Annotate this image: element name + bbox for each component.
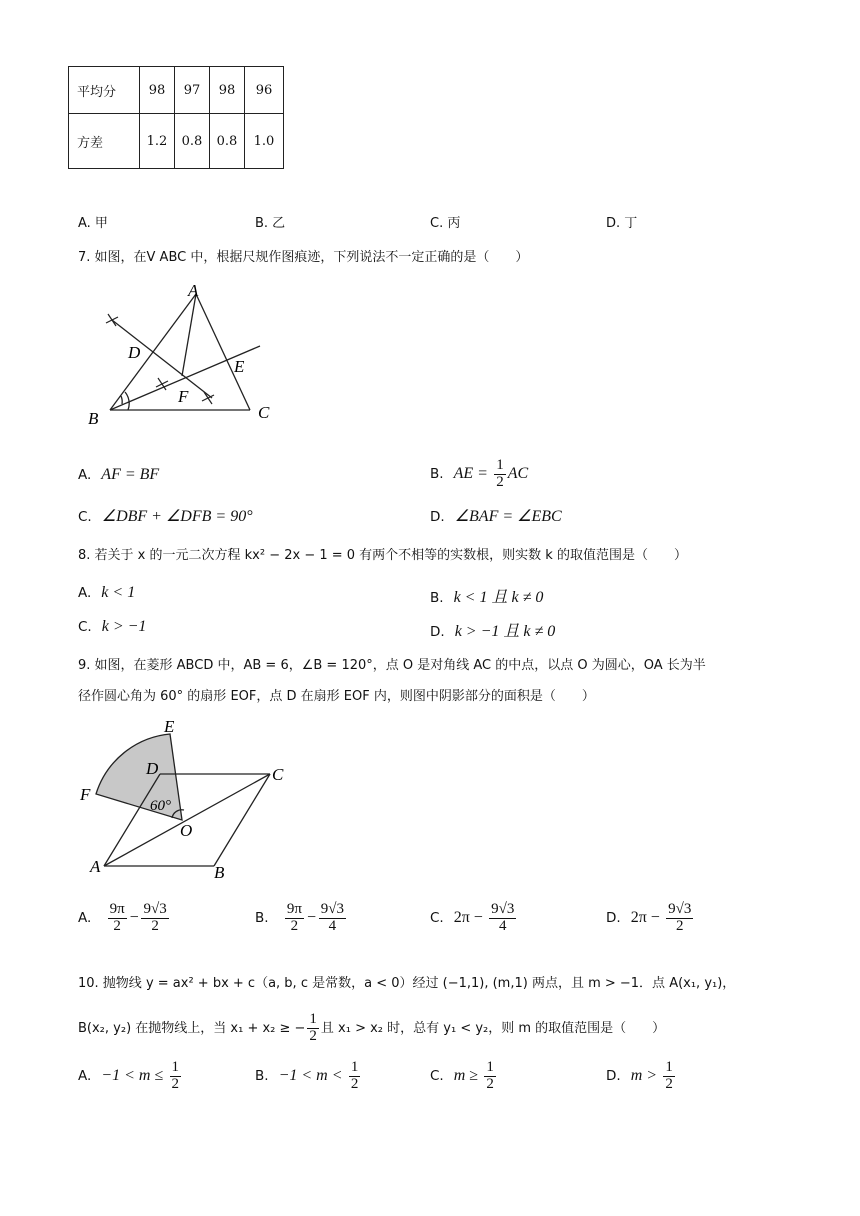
q10-option-b: B. −1 < m < $\frac{1}{2}$ [255,1059,359,1092]
q9-option-b: B. $\frac{9\pi}{2}$ − $\frac{9√3}{4}$ [255,901,344,934]
q6-option-a: A. 甲 [78,216,108,231]
q9-option-a: A. $\frac{9\pi}{2}$ − $\frac{9√3}{2}$ [78,901,167,934]
q7-label-d: D [128,343,141,362]
q8-stem: 8. 若关于 x 的一元二次方程 kx² − 2x − 1 = 0 有两个不相等的实数根，则实数 k 的取值范围是（ ） [78,548,687,563]
table-cell: 1.0 [245,114,284,169]
q7-option-d: D. ∠BAF = ∠EBC [430,508,562,525]
q6-option-c: C. 丙 [430,216,461,231]
table-cell: 0.8 [210,114,245,169]
fraction: $\frac{1}{2}$ [496,457,504,490]
score-table [68,66,284,169]
q8-option-d: D. k > −1 且 k ≠ 0 [430,623,556,640]
q7-option-c: C. ∠DBF + ∠DFB = 90° [78,508,253,525]
q9-label-a: A [90,857,101,876]
q7-figure [78,280,288,430]
q9-label-b: B [214,863,225,882]
q7-label-c: C [258,403,270,422]
q9-label-e: E [164,717,175,736]
table-row [69,67,284,114]
q7-label-f: F [178,387,189,406]
table-row-label: 方差 [69,114,140,169]
q10-stem-line1: 10. 抛物线 y = ax² + bx + c（a, b, c 是常数，a < 0）经过 (−1,1), (m,1) 两点，且 m > −1．点 A(x₁, y₁)， [78,976,736,991]
q9-figure [78,712,298,882]
table-cell: 97 [175,67,210,114]
table-cell: 98 [210,67,245,114]
q10-option-c: C. m ≥ $\frac{1}{2}$ [430,1059,494,1092]
q9-label-f: F [80,785,91,804]
q7-label-e: E [234,357,245,376]
q8-option-a: A. k < 1 [78,584,136,601]
q10-option-d: D. m > $\frac{1}{2}$ [606,1059,673,1092]
q7-stem: 7. 如图，在V ABC 中，根据尺规作图痕迹，下列说法不一定正确的是（ ） [78,250,529,265]
table-cell: 0.8 [175,114,210,169]
q7-option-a: A. AF = BF [78,466,160,483]
q9-option-c: C. 2π − $\frac{9√3}{4}$ [430,901,515,934]
table-cell: 96 [245,67,284,114]
table-row [69,114,284,169]
table-cell: 98 [140,67,175,114]
q7-label-b: B [88,409,99,428]
q6-option-d: D. 丁 [606,216,638,231]
q9-label-d: D [146,759,159,778]
q9-option-d: D. 2π − $\frac{9√3}{2}$ [606,901,692,934]
q9-label-c: C [272,765,284,784]
q10-stem-line2: B(x₂, y₂) 在抛物线上，当 x₁ + x₂ ≥ − $\frac{1}{2}$ 且 x₁ > x₂ 时，总有 y₁ < y₂，则 m 的取值范围是（ ） [78,1011,666,1044]
table-row-label: 平均分 [69,67,140,114]
q6-option-b: B. 乙 [255,216,286,231]
q8-option-b: B. k < 1 且 k ≠ 0 [430,589,544,606]
q9-label-o: O [180,821,193,840]
q7-option-b: B. AE = $\frac{1}{2}$ AC [430,457,529,490]
q9-stem-line2: 径作圆心角为 60° 的扇形 EOF，点 D 在扇形 EOF 内，则图中阴影部分的面积是（ ） [78,689,595,704]
q8-option-c: C. k > −1 [78,618,147,635]
q10-option-a: A. −1 < m ≤ $\frac{1}{2}$ [78,1059,180,1092]
table-cell: 1.2 [140,114,175,169]
q9-angle-label: 60° [150,798,171,814]
q7-label-a: A [188,281,199,300]
q9-stem-line1: 9. 如图，在菱形 ABCD 中，AB = 6，∠B = 120°，点 O 是对角线 AC 的中点，以点 O 为圆心，OA 长为半 [78,658,706,673]
